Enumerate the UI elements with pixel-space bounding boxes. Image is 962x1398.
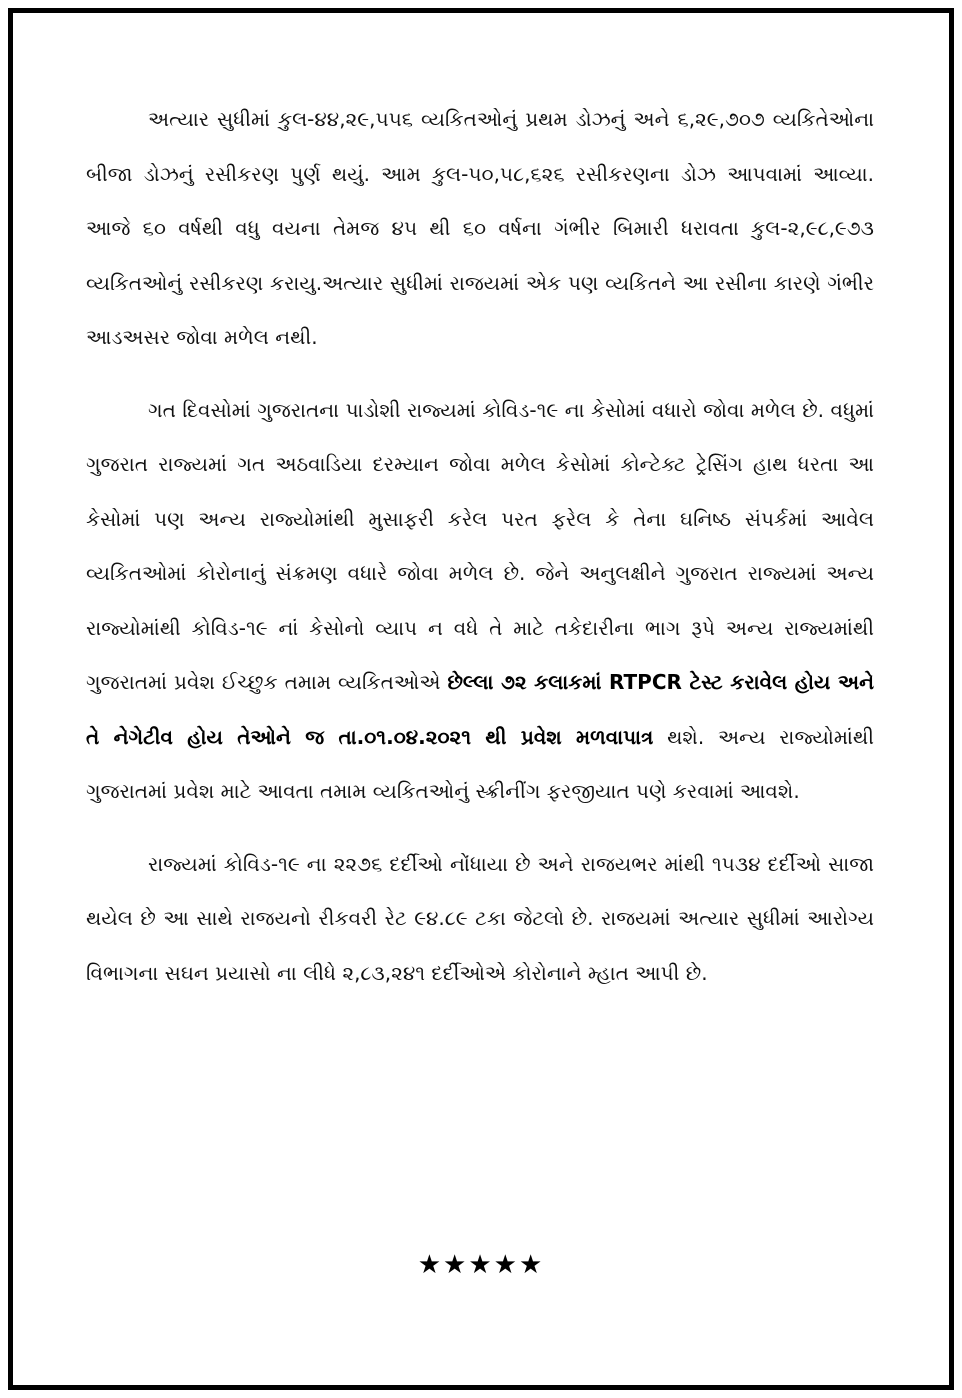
paragraph-entry-rules	[86, 383, 874, 819]
footer-stars: ★★★★★	[417, 1250, 545, 1280]
paragraph-covid-cases: રાજ્યમાં કોવિડ-૧૯ ના ૨૨૭૬ દર્દીઓ નોંધાયા છે અને રાજયભર માંથી ૧૫૩૪ દર્દીઓ સાજા થયેલ છે આ સાથે રાજયનો રીકવરી રેટ ૯૪.૮૯ ટકા જેટલો છે. રાજયમાં અત્યાર સુધીમાં આરોગ્ય વિભાગના સઘન પ્રયાસો ના લીધે ૨,૮૩,૨૪૧ દર્દીઓએ કોરોનાને મ્હાત આપી છે.	[86, 851, 874, 985]
entry-rules-text-end: થશે. અન્ય રાજ્યોમાંથી ગુજરાતમાં પ્રવેશ માટે આવતા તમામ વ્યકિતઓનું સ્ક્રીનીંગ ફરજીયાત પણે કરવામાં આવશે.	[86, 724, 874, 803]
document-body	[86, 92, 874, 1000]
entry-rules-bold-requirement: છેલ્લા ૭૨ કલાકમાં RTPCR ટેસ્ટ કરાવેલ હોય અને તે નેગેટીવ હોય તેઓને જ તા.૦૧.૦૪.૨૦૨૧ થી પ્રવેશ મળવાપાત્ર	[86, 670, 874, 749]
entry-rules-text-start: ગત દિવસોમાં ગુજરાતના પાડોશી રાજ્યમાં કોવિડ-૧૯ ના કેસોમાં વધારો જોવા મળેલ છે. વધુમાં ગુજરાત રાજ્યમાં ગત અઠવાડિયા દરમ્યાન જોવા મળેલ કેસોમાં કોન્ટેક્ટ ટ્રેસિંગ હાથ ધરતા આ કેસોમાં પણ અન્ય રાજ્યોમાંથી મુસાફરી કરેલ પરત ફરેલ કે તેના ઘનિષ્ઠ સંપર્કમાં આવેલ વ્યકિતઓમાં કોરોનાનું સંક્રમણ વધારે જોવા મળેલ છે. જેને અનુલક્ષીને ગુજરાત રાજ્યમાં અન્ય રાજ્યોમાંથી કોવિડ-૧૯ નાં કેસોનો વ્યાપ ન વધે તે માટે તકેદારીના ભાગ રૂપે અન્ય રાજ્યમાંથી ગુજરાતમાં પ્રવેશ ઈચ્છુક તમામ વ્યકિતઓએ	[86, 397, 874, 694]
paragraph-vaccination: અત્યાર સુધીમાં કુલ-૪૪,૨૯,૫૫૬ વ્યકિતઓનું પ્રથમ ડોઝનું અને ૬,૨૯,૭૦૭ વ્યકિતેઓના બીજા ડોઝનું રસીકરણ પુર્ણ થયું. આમ કુલ-૫૦,૫૮,૬૨૬ રસીકરણના ડોઝ આપવામાં આવ્યા. આજે ૬૦ વર્ષથી વધુ વયના તેમજ ૪૫ થી ૬૦ વર્ષના ગંભીર બિમારી ધરાવતા કુલ-૨,૯૮,૯૭૩ વ્યકિતઓનું રસીકરણ કરાયુ.અત્યાર સુધીમાં રાજયમાં એક પણ વ્યકિતને આ રસીના કારણે ગંભીર આડઅસર જોવા મળેલ નથી.	[86, 107, 874, 349]
